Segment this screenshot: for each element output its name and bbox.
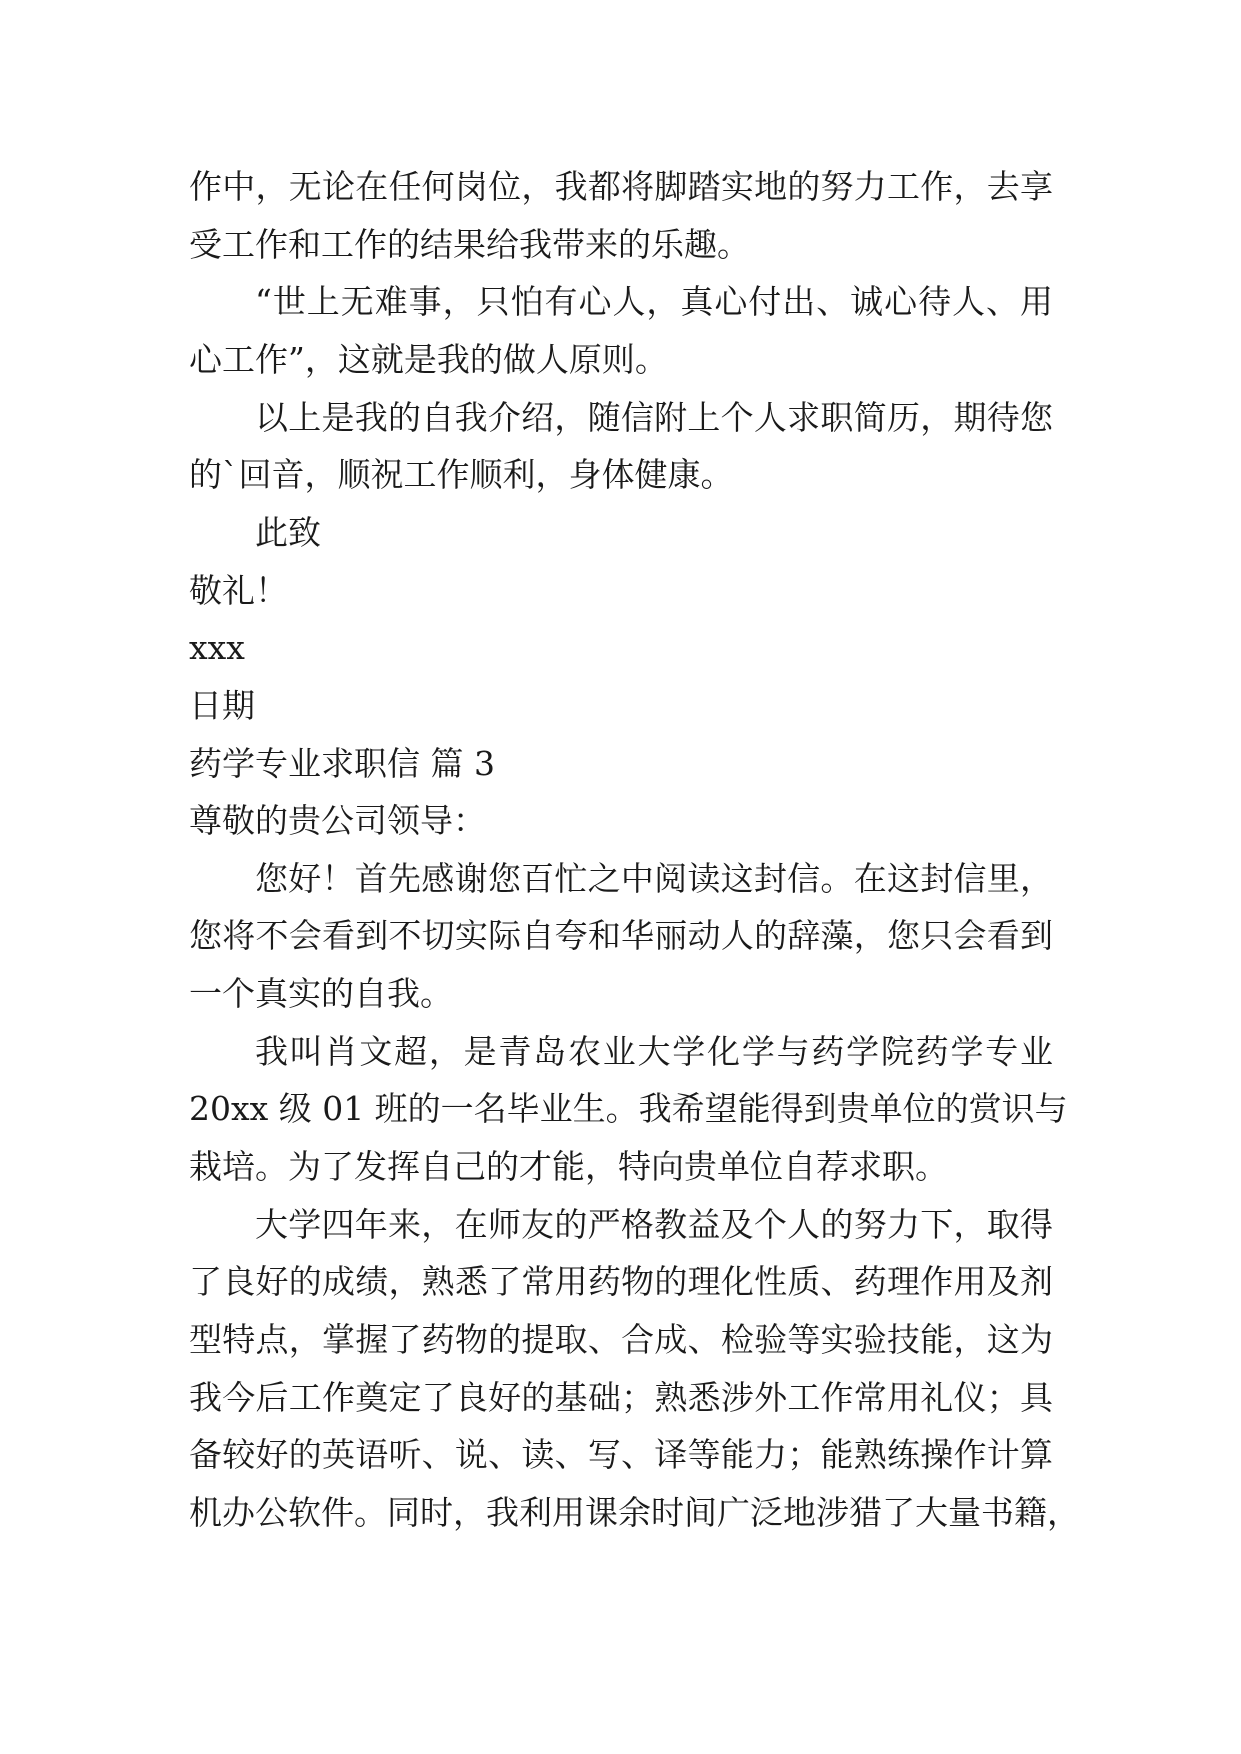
text-line-14: 您将不会看到不切实际自夸和华丽动人的辞藻，您只会看到 [189, 916, 1053, 955]
signature-name: xxx [189, 628, 245, 667]
text-line-6: 的`回音，顺祝工作顺利，身体健康。 [189, 455, 734, 494]
text-line-13: 您好！首先感谢您百忙之中阅读这封信。在这封信里， [255, 859, 1053, 898]
text-line-1: 作中，无论在任何岗位，我都将脚踏实地的努力工作，去享 [189, 167, 1053, 206]
letter-greeting: 尊敬的贵公司领导： [189, 801, 486, 840]
text-line-21: 型特点，掌握了药物的提取、合成、检验等实验技能，这为 [189, 1320, 1053, 1359]
closing-regards: 敬礼！ [189, 571, 288, 610]
text-line-17: 20xx 级 01 班的一名毕业生。我希望能得到贵单位的赏识与 [189, 1089, 1068, 1128]
text-line-24: 机办公软件。同时，我利用课余时间广泛地涉猎了大量书籍， [189, 1493, 1080, 1532]
text-line-2: 受工作和工作的结果给我带来的乐趣。 [189, 225, 750, 264]
text-line-15: 一个真实的自我。 [189, 974, 453, 1013]
signature-date: 日期 [189, 686, 255, 725]
text-line-18: 栽培。为了发挥自己的才能，特向贵单位自荐求职。 [189, 1147, 948, 1186]
text-line-23: 备较好的英语听、说、读、写、译等能力；能熟练操作计算 [189, 1435, 1053, 1474]
text-line-4: 心工作”，这就是我的做人原则。 [189, 340, 668, 379]
text-line-5: 以上是我的自我介绍，随信附上个人求职简历，期待您 [255, 398, 1053, 437]
closing-salutation: 此致 [255, 513, 321, 552]
text-line-3: “世上无难事，只怕有心人，真心付出、诚心待人、用 [255, 282, 1053, 321]
section-title: 药学专业求职信 篇 3 [189, 744, 495, 783]
text-line-19: 大学四年来，在师友的严格教益及个人的努力下，取得 [255, 1205, 1053, 1244]
text-line-16: 我叫肖文超，是青岛农业大学化学与药学院药学专业 [255, 1032, 1053, 1071]
text-line-20: 了良好的成绩，熟悉了常用药物的理化性质、药理作用及剂 [189, 1262, 1053, 1301]
text-line-22: 我今后工作奠定了良好的基础；熟悉涉外工作常用礼仪；具 [189, 1378, 1053, 1417]
